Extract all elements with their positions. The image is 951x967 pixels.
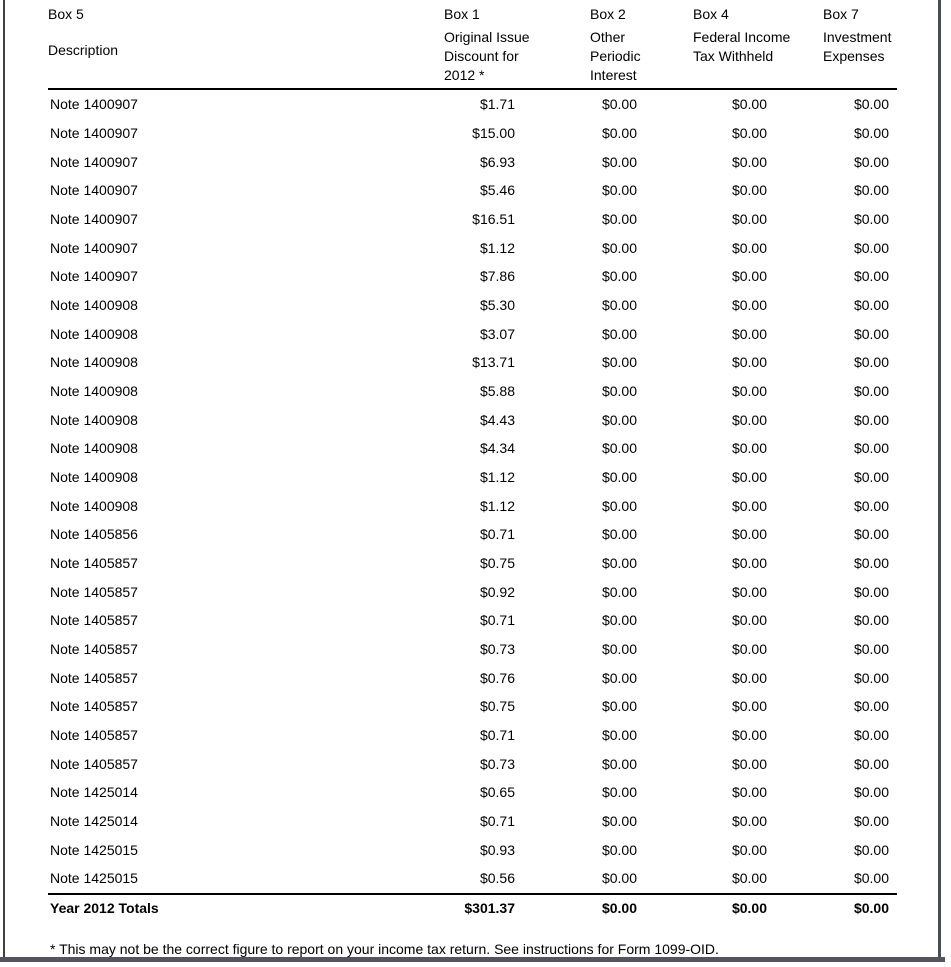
box7-value-cell: $0.00	[853, 440, 889, 457]
box4-value-cell: $0.00	[731, 211, 767, 228]
totals-box2-value: $0.00	[601, 899, 637, 916]
box2-value-cell: $0.00	[601, 96, 637, 113]
table-row	[48, 262, 897, 291]
box1-value-cell: $5.30	[479, 297, 515, 314]
box7-value-cell: $0.00	[853, 96, 889, 113]
box4-value-cell: $0.00	[731, 182, 767, 199]
description-cell: Note 1400907	[50, 96, 138, 113]
box1-value-cell: $15.00	[472, 125, 515, 141]
box1-value-cell: $13.71	[472, 354, 515, 371]
column-header-box5	[48, 6, 444, 88]
box4-value-cell: $0.00	[731, 555, 767, 572]
box7-value-cell: $0.00	[853, 669, 889, 686]
box4-value-cell: $0.00	[731, 383, 767, 400]
table-row	[48, 577, 897, 606]
box1-value-cell: $0.71	[479, 727, 515, 744]
description-cell: Note 1400908	[50, 497, 138, 514]
description-cell: Note 1400907	[50, 211, 138, 228]
box2-value-cell: $0.00	[601, 641, 637, 658]
description-cell: Note 1405857	[50, 727, 138, 744]
page-bottom-edge	[0, 957, 945, 962]
table-row	[48, 291, 897, 320]
box7-value-cell: $0.00	[853, 841, 889, 858]
table-row	[48, 147, 897, 176]
box5-label: Box 5	[48, 6, 84, 22]
box1-value-cell: $0.93	[479, 841, 515, 858]
box7-value-cell: $0.00	[853, 411, 889, 428]
box1-value-cell: $6.93	[479, 153, 515, 170]
box7-value-cell: $0.00	[853, 727, 889, 744]
box7-value-cell: $0.00	[853, 354, 889, 371]
description-cell: Note 1400907	[50, 125, 138, 141]
box7-value-cell: $0.00	[853, 698, 889, 715]
box7-column-label-line1: Investment	[823, 29, 892, 45]
box2-value-cell: $0.00	[601, 841, 637, 858]
page-left-edge	[3, 0, 5, 958]
column-header-box7	[823, 6, 897, 88]
box4-value-cell: $0.00	[731, 583, 767, 600]
box4-value-cell: $0.00	[731, 297, 767, 314]
table-row	[48, 233, 897, 262]
table-body	[48, 90, 897, 893]
box1-value-cell: $3.07	[479, 325, 515, 342]
box4-value-cell: $0.00	[731, 125, 767, 141]
table-row	[48, 663, 897, 692]
box4-value-cell: $0.00	[731, 612, 767, 629]
box2-value-cell: $0.00	[601, 297, 637, 314]
box2-column-label-line3: Interest	[590, 67, 637, 83]
description-cell: Note 1400908	[50, 297, 138, 314]
description-cell: Note 1405856	[50, 526, 138, 543]
column-header-box2	[590, 6, 693, 88]
description-cell: Note 1400907	[50, 268, 138, 285]
box2-value-cell: $0.00	[601, 555, 637, 572]
description-cell: Note 1400907	[50, 182, 138, 199]
description-cell: Note 1400907	[50, 153, 138, 170]
table-row	[48, 721, 897, 750]
box7-value-cell: $0.00	[853, 469, 889, 486]
table-row	[48, 405, 897, 434]
box4-label: Box 4	[693, 6, 729, 22]
box1-value-cell: $0.92	[479, 583, 515, 600]
box7-value-cell: $0.00	[853, 211, 889, 228]
description-cell: Note 1405857	[50, 698, 138, 715]
table-row	[48, 835, 897, 864]
box4-value-cell: $0.00	[731, 526, 767, 543]
description-cell: Note 1425014	[50, 784, 138, 801]
box1-label: Box 1	[444, 6, 480, 22]
box2-value-cell: $0.00	[601, 268, 637, 285]
box7-value-cell: $0.00	[853, 755, 889, 772]
box4-value-cell: $0.00	[731, 755, 767, 772]
description-cell: Note 1405857	[50, 555, 138, 572]
box2-value-cell: $0.00	[601, 153, 637, 170]
column-header-box1	[444, 6, 590, 88]
box1-value-cell: $0.71	[479, 612, 515, 629]
table-row	[48, 119, 897, 148]
box7-value-cell: $0.00	[853, 813, 889, 830]
box7-value-cell: $0.00	[853, 641, 889, 658]
box1-value-cell: $1.71	[479, 96, 515, 113]
box4-value-cell: $0.00	[731, 153, 767, 170]
box7-value-cell: $0.00	[853, 784, 889, 801]
table-row	[48, 434, 897, 463]
totals-label: Year 2012 Totals	[50, 899, 159, 916]
column-header-box4	[693, 6, 823, 88]
box7-value-cell: $0.00	[853, 497, 889, 514]
box1-value-cell: $1.12	[479, 469, 515, 486]
totals-box4-value: $0.00	[731, 899, 767, 916]
box4-value-cell: $0.00	[731, 411, 767, 428]
table-row	[48, 807, 897, 836]
box2-value-cell: $0.00	[601, 698, 637, 715]
table-row	[48, 635, 897, 664]
box7-value-cell: $0.00	[853, 125, 889, 141]
box2-value-cell: $0.00	[601, 669, 637, 686]
table-row	[48, 549, 897, 578]
box1-value-cell: $4.34	[479, 440, 515, 457]
box2-value-cell: $0.00	[601, 354, 637, 371]
table-row	[48, 377, 897, 406]
box4-value-cell: $0.00	[731, 698, 767, 715]
box1-value-cell: $4.43	[479, 411, 515, 428]
box4-value-cell: $0.00	[731, 784, 767, 801]
box1-value-cell: $0.75	[479, 555, 515, 572]
box4-column-label-line1: Federal Income	[693, 29, 791, 45]
table-row	[48, 491, 897, 520]
box4-value-cell: $0.00	[731, 497, 767, 514]
description-cell: Note 1400908	[50, 469, 138, 486]
box1-column-label-line2: Discount for	[444, 48, 519, 64]
box2-value-cell: $0.00	[601, 411, 637, 428]
box7-value-cell: $0.00	[853, 870, 889, 887]
box2-value-cell: $0.00	[601, 727, 637, 744]
box1-value-cell: $0.71	[479, 813, 515, 830]
description-cell: Note 1405857	[50, 583, 138, 600]
box1-column-label-line1: Original Issue	[444, 29, 530, 45]
description-cell: Note 1400908	[50, 411, 138, 428]
footnote: * This may not be the correct figure to report on your income tax return. See instructions for Form 1099-OID.	[50, 941, 719, 957]
description-cell: Note 1400908	[50, 383, 138, 400]
box2-value-cell: $0.00	[601, 583, 637, 600]
table-row	[48, 606, 897, 635]
oid-summary-table	[48, 6, 897, 921]
box2-value-cell: $0.00	[601, 813, 637, 830]
box2-value-cell: $0.00	[601, 125, 637, 141]
box2-value-cell: $0.00	[601, 325, 637, 342]
box7-value-cell: $0.00	[853, 182, 889, 199]
box4-value-cell: $0.00	[731, 325, 767, 342]
box2-value-cell: $0.00	[601, 612, 637, 629]
description-cell: Note 1405857	[50, 669, 138, 686]
table-row	[48, 90, 897, 119]
description-cell: Note 1405857	[50, 612, 138, 629]
box4-value-cell: $0.00	[731, 96, 767, 113]
box4-value-cell: $0.00	[731, 354, 767, 371]
box4-value-cell: $0.00	[731, 268, 767, 285]
box2-value-cell: $0.00	[601, 497, 637, 514]
box4-value-cell: $0.00	[731, 870, 767, 887]
box4-value-cell: $0.00	[731, 440, 767, 457]
box7-value-cell: $0.00	[853, 526, 889, 543]
box2-value-cell: $0.00	[601, 383, 637, 400]
box1-value-cell: $0.65	[479, 784, 515, 801]
box4-value-cell: $0.00	[731, 239, 767, 256]
box4-value-cell: $0.00	[731, 669, 767, 686]
description-cell: Note 1425014	[50, 813, 138, 830]
table-row	[48, 778, 897, 807]
totals-box1-value: $301.37	[464, 899, 515, 916]
description-cell: Note 1405857	[50, 641, 138, 658]
table-row	[48, 749, 897, 778]
table-row	[48, 348, 897, 377]
box2-value-cell: $0.00	[601, 526, 637, 543]
box2-column-label-line1: Other	[590, 29, 626, 45]
box7-value-cell: $0.00	[853, 268, 889, 285]
box7-value-cell: $0.00	[853, 583, 889, 600]
box2-label: Box 2	[590, 6, 626, 22]
table-row	[48, 205, 897, 234]
box7-value-cell: $0.00	[853, 555, 889, 572]
box1-value-cell: $16.51	[472, 211, 515, 228]
box7-label: Box 7	[823, 6, 859, 22]
page-right-edge	[938, 0, 941, 958]
box1-value-cell: $5.88	[479, 383, 515, 400]
box2-value-cell: $0.00	[601, 755, 637, 772]
description-cell: Note 1400908	[50, 325, 138, 342]
totals-row	[48, 893, 897, 921]
table-row	[48, 319, 897, 348]
box1-value-cell: $0.75	[479, 698, 515, 715]
description-cell: Note 1400908	[50, 354, 138, 371]
box4-value-cell: $0.00	[731, 727, 767, 744]
totals-box7-value: $0.00	[853, 899, 889, 916]
box1-value-cell: $5.46	[479, 182, 515, 199]
box1-column-label-line3: 2012 *	[444, 67, 485, 83]
box1-value-cell: $0.73	[479, 641, 515, 658]
box4-value-cell: $0.00	[731, 641, 767, 658]
box1-value-cell: $0.71	[479, 526, 515, 543]
box2-value-cell: $0.00	[601, 182, 637, 199]
box2-value-cell: $0.00	[601, 211, 637, 228]
box4-value-cell: $0.00	[731, 469, 767, 486]
box2-column-label-line2: Periodic	[590, 48, 641, 64]
box2-value-cell: $0.00	[601, 239, 637, 256]
box2-value-cell: $0.00	[601, 440, 637, 457]
box7-value-cell: $0.00	[853, 383, 889, 400]
box7-value-cell: $0.00	[853, 612, 889, 629]
table-header	[48, 6, 897, 90]
box1-value-cell: $7.86	[479, 268, 515, 285]
box1-value-cell: $0.56	[479, 870, 515, 887]
box2-value-cell: $0.00	[601, 870, 637, 887]
description-cell: Note 1400907	[50, 239, 138, 256]
table-row	[48, 864, 897, 893]
box4-value-cell: $0.00	[731, 813, 767, 830]
box2-value-cell: $0.00	[601, 784, 637, 801]
box7-value-cell: $0.00	[853, 325, 889, 342]
description-cell: Note 1425015	[50, 870, 138, 887]
table-row	[48, 520, 897, 549]
table-row	[48, 176, 897, 205]
description-cell: Note 1405857	[50, 755, 138, 772]
box4-column-label-line2: Tax Withheld	[693, 48, 774, 64]
box7-value-cell: $0.00	[853, 239, 889, 256]
box1-value-cell: $0.76	[479, 669, 515, 686]
box7-value-cell: $0.00	[853, 153, 889, 170]
box1-value-cell: $1.12	[479, 497, 515, 514]
box1-value-cell: $1.12	[479, 239, 515, 256]
box7-column-label-line2: Expenses	[823, 48, 885, 64]
box4-value-cell: $0.00	[731, 841, 767, 858]
description-column-label: Description	[48, 42, 119, 58]
box2-value-cell: $0.00	[601, 469, 637, 486]
box7-value-cell: $0.00	[853, 297, 889, 314]
description-cell: Note 1425015	[50, 841, 138, 858]
box1-value-cell: $0.73	[479, 755, 515, 772]
table-row	[48, 692, 897, 721]
table-row	[48, 463, 897, 492]
description-cell: Note 1400908	[50, 440, 138, 457]
